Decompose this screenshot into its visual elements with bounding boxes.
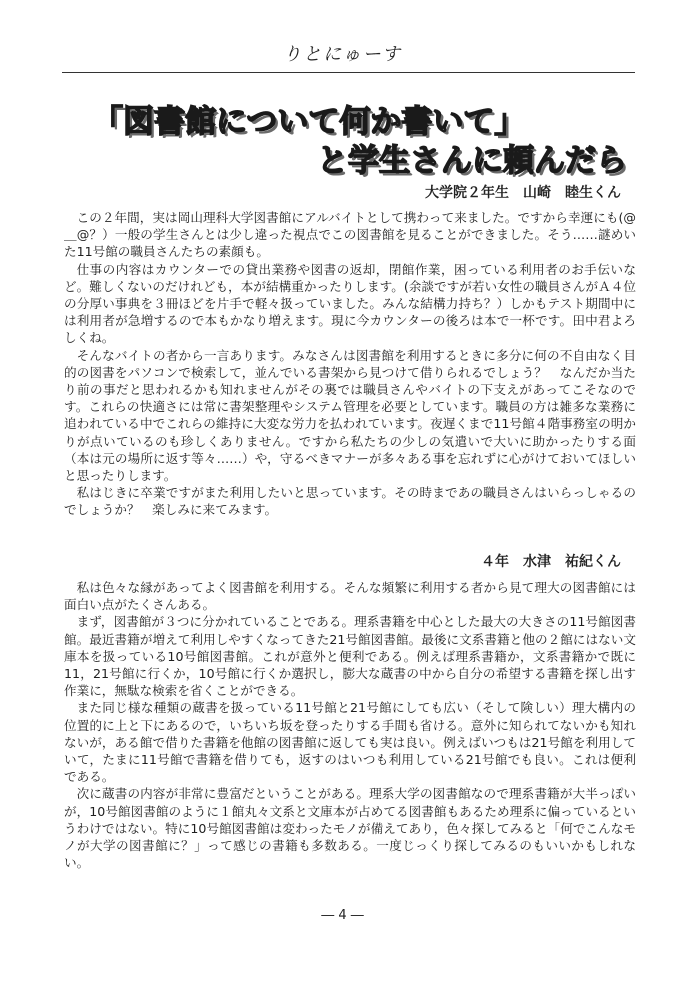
- newsletter-title: りとにゅーす: [283, 44, 402, 65]
- header-divider: [62, 72, 635, 73]
- article-1-paragraph: そんなバイトの者から一言あります。みなさんは図書館を利用するときに多分に何の不自由なく目的の図書をパソコンで検索して，並んでいる書架から見つけて借りられるでしょう？ なんだか当たり前の事だと思われるかも知れませんがその裏では職員さんやバイトの下支えがあってこそなのです。これらの快適さには常に書架整理やシステム管理を必要としています。職員の方は雑多な業務に追われている中でこれらの維持に大変な労力を払われています。夜遅くまで11号館４階事務室の明かりが点いているのも珍しくありません。ですから私たちの少しの気遣いで大いに助かったりする面（本は元の場所に返す等々……）や，守るべきマナーが多々ある事を忘れずに心がけておいてほしいと思ったりします。: [64, 347, 636, 484]
- article-2-paragraph: また同じ様な種類の蔵書を扱っている11号館と21号館にしても広い（そして険しい）理大構内の位置的に上と下にあるので，いちいち坂を登ったりする手間も省ける。意外に知られてないかも知れないが，ある館で借りた書籍を他館の図書館に返しても実は良い。例えばいつもは21号館を利用していて，たまに11号館で書籍を借りても，返すのはいつも利用している21号館でも良い。これは便利である。: [64, 700, 636, 785]
- page-number: ― 4 ―: [321, 908, 364, 923]
- article-2-body: [64, 579, 636, 871]
- article-1-paragraph: 私はじきに卒業ですがまた利用したいと思っています。その時まであの職員さんはいらっしゃるのでしょうか？ 楽しみに来てみます。: [64, 485, 636, 518]
- headline-line-1: 「図書館について何か書いて」: [92, 104, 526, 140]
- article-2-author: ４年 水津 祐紀くん: [481, 554, 621, 570]
- article-1-paragraph: この２年間，実は岡山理科大学図書館にアルバイトとして携わって来ました。ですから幸運にも(@＿@？）一般の学生さんとは少し違った視点でこの図書館を見ることができました。そう……謎めいた11号館の職員さんたちの素顔も。: [64, 210, 636, 260]
- article-2-paragraph: 次に蔵書の内容が非常に豊富だということがある。理系大学の図書館なので理系書籍が大半っぽいが，10号館図書館のように１館丸々文系と文庫本が占めてる図書館もあるため理系に偏っているというわけではない。特に10号館図書館は変わったモノが備えてあり，色々探してみると「何でこんなモノが大学の図書館に？」って感じの書籍も多数ある。一度じっくり探してみるのもいいかもしれない。: [64, 786, 636, 871]
- article-2-paragraph: まず，図書館が３つに分かれていることである。理系書籍を中心とした最大の大きさの11号館図書館。最近書籍が増えて利用しやすくなってきた21号館図書館。最後に文系書籍と他の２館にはない文庫本を扱っている10号館図書館。これが意外と便利である。例えば理系書籍か，文系書籍かで既に11，21号館に行くか，10号館に行くか選択し，膨大な蔵書の中から自分の希望する書籍を探し出す作業に，無駄な検索を省くことができる。: [64, 614, 636, 699]
- article-1-body: [64, 209, 636, 519]
- headline-line-2: と学生さんに頼んだら: [317, 143, 627, 179]
- article-2-paragraph: 私は色々な縁があってよく図書館を利用する。そんな頻繁に利用する者から見て理大の図書館には面白い点がたくさんある。: [64, 580, 636, 613]
- article-1-paragraph: 仕事の内容はカウンターでの貸出業務や図書の返却，閉館作業，困っている利用者のお手伝いなど。難しくないのだけれども，本が結構重かったりします。(余談ですが若い女性の職員さんがＡ４位の分厚い事典を３冊ほどを片手で軽々扱っていました。みんな結構力持ち？）しかもテスト期間中には利用者が急増するので本もかなり増えます。現に今カウンターの後ろは本で一杯です。田中君よろしくね。: [64, 261, 636, 346]
- article-1-author: 大学院２年生 山崎 睦生くん: [425, 185, 621, 201]
